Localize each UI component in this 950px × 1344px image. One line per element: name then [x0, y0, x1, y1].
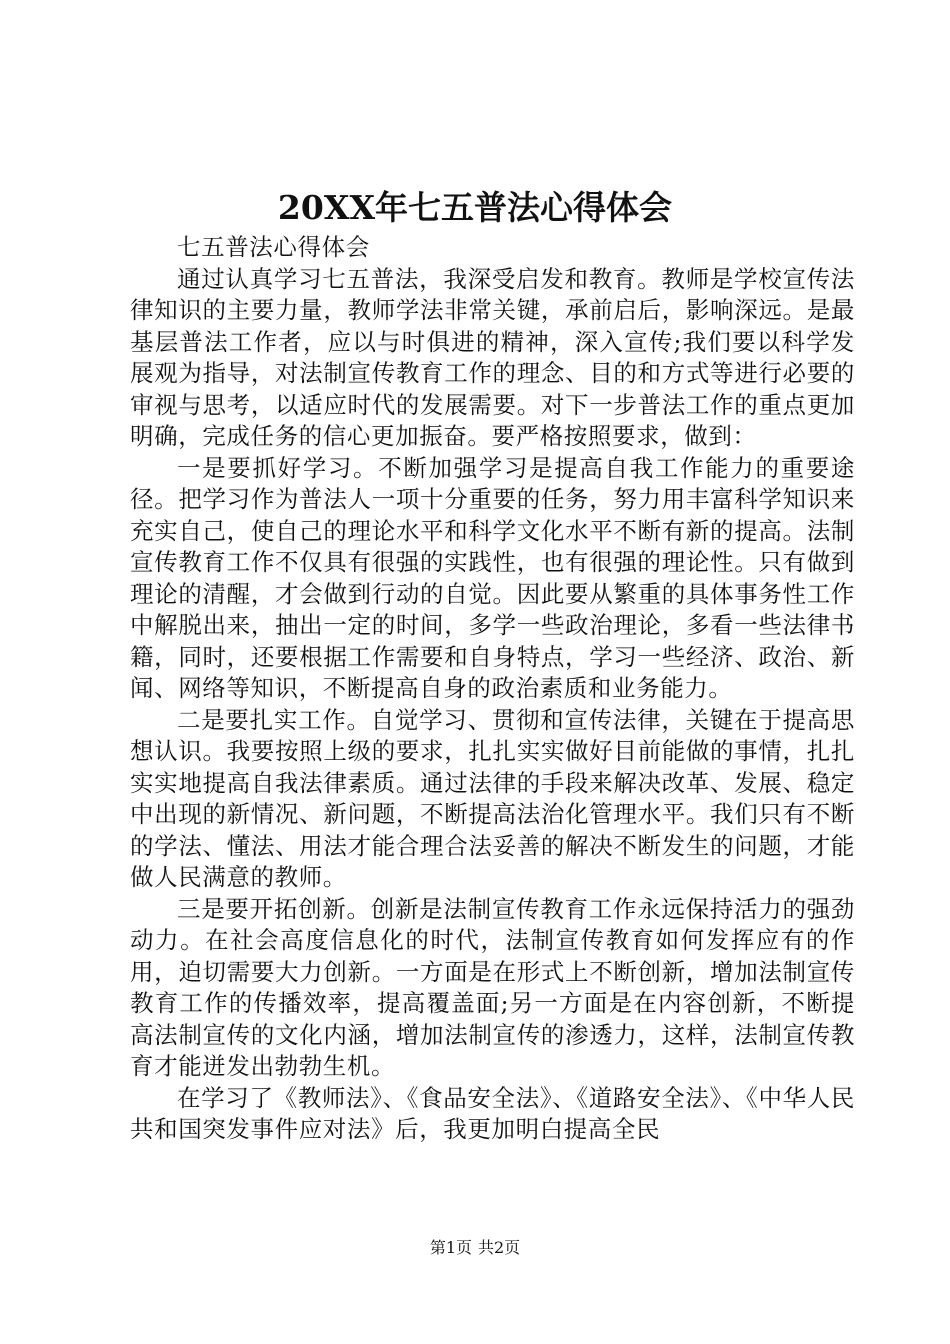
document-body: [130, 232, 855, 1146]
paragraph-subtitle: 七五普法心得体会: [177, 233, 370, 261]
page-total: 共2页: [478, 1238, 521, 1257]
paragraph-point-three: 三是要开拓创新。创新是法制宣传教育工作永远保持活力的强劲动力。在社会高度信息化的时代，法制宣传教育如何发挥应有的作用，迫切需要大力创新。一方面是在形式上不断创新，增加法制宣传教育工作的传播效率，提高覆盖面;另一方面是在内容创新，不断提高法制宣传的文化内涵，增加法制宣传的渗透力，这样，法制宣传教育才能迸发出勃勃生机。: [130, 894, 855, 1080]
page-number: 第1页: [429, 1238, 472, 1257]
paragraph-closing: 在学习了《教师法》、《食品安全法》、《道路安全法》、《中华人民共和国突发事件应对法》后，我更加明白提高全民: [130, 1083, 855, 1143]
paragraph-point-two: 二是要扎实工作。自觉学习、贯彻和宣传法律，关键在于提高思想认识。我要按照上级的要求，扎扎实实做好目前能做的事情，扎扎实实地提高自我法律素质。通过法律的手段来解决改革、发展、稳定中出现的新情况、新问题，不断提高法治化管理水平。我们只有不断的学法、懂法、用法才能合理合法妥善的解决不断发生的问题，才能做人民满意的教师。: [130, 705, 855, 891]
document-title: 20XX年七五普法心得体会: [277, 188, 673, 227]
paragraph-intro: 通过认真学习七五普法，我深受启发和教育。教师是学校宣传法律知识的主要力量，教师学法非常关键，承前启后，影响深远。是最基层普法工作者，应以与时俱进的精神，深入宣传;我们要以科学发展观为指导，对法制宣传教育工作的理念、目的和方式等进行必要的审视与思考，以适应时代的发展需要。对下一步普法工作的重点更加明确，完成任务的信心更加振奋。要严格按照要求，做到：: [130, 264, 855, 450]
paragraph-point-one: 一是要抓好学习。不断加强学习是提高自我工作能力的重要途径。把学习作为普法人一项十分重要的任务，努力用丰富科学知识来充实自己，使自己的理论水平和科学文化水平不断有新的提高。法制宣传教育工作不仅具有很强的实践性，也有很强的理论性。只有做到理论的清醒，才会做到行动的自觉。因此要从繁重的具体事务性工作中解脱出来，抽出一定的时间，多学一些政治理论，多看一些法律书籍，同时，还要根据工作需要和自身特点，学习一些经济、政治、新闻、网络等知识，不断提高自身的政治素质和业务能力。: [130, 453, 855, 702]
page-footer: [0, 1237, 950, 1259]
